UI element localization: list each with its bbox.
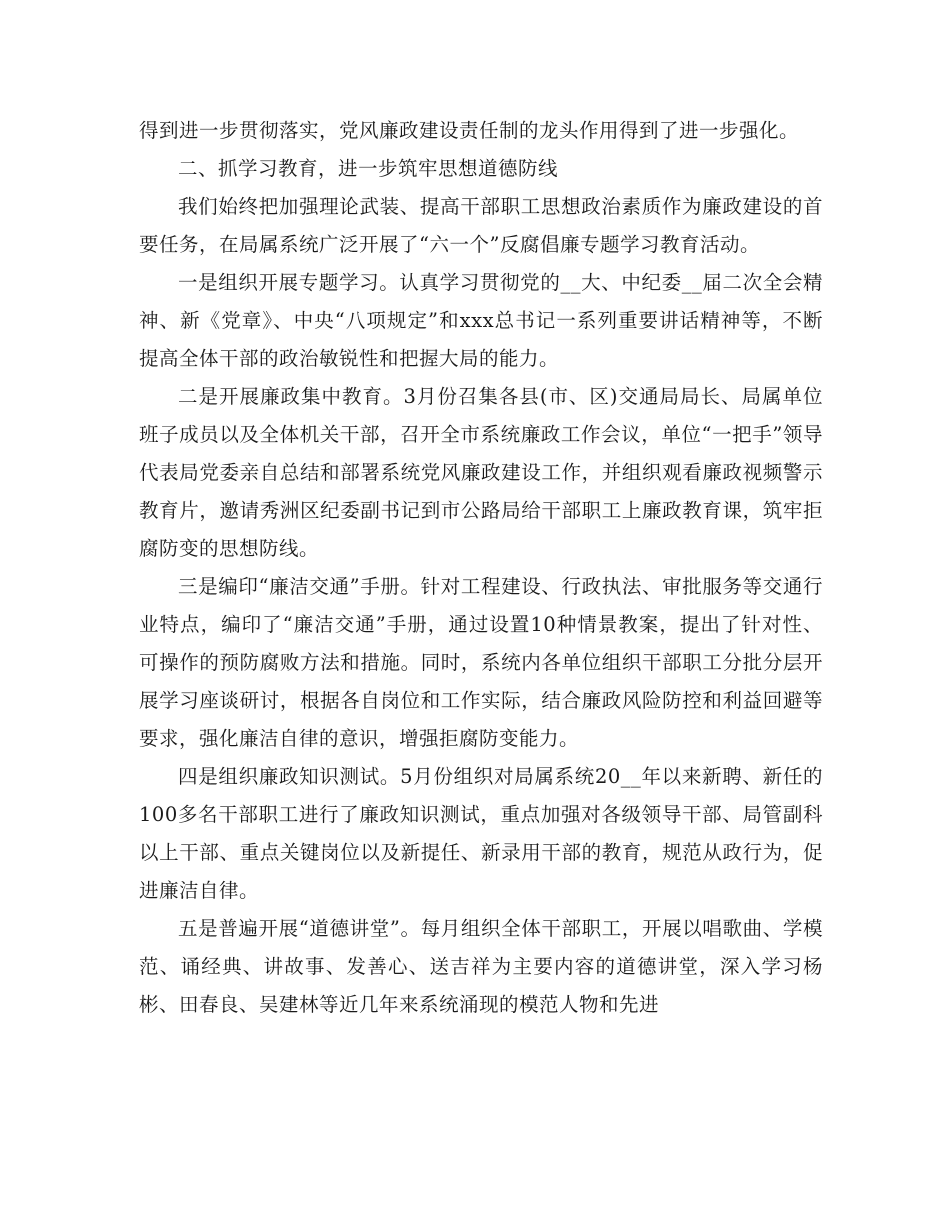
paragraph-item-5: 五是普遍开展“道德讲堂”。每月组织全体干部职工，开展以唱歌曲、学模范、诵经典、讲故事、发善心、送吉祥为主要内容的道德讲堂，深入学习杨彬、田春良、吴建林等近几年来系统涌现的模范人物和先进 xyxy=(139,917,823,1016)
paragraph-item-1: 一是组织开展专题学习。认真学习贯彻党的__大、中纪委__届二次全会精神、新《党章》、中央“八项规定”和xxx总书记一系列重要讲话精神等，不断提高全体干部的政治敏锐性和把握大局的能力。 xyxy=(139,271,823,370)
document-body xyxy=(139,112,823,1024)
paragraph-item-3: 三是编印“廉洁交通”手册。针对工程建设、行政执法、审批服务等交通行业特点，编印了“廉洁交通”手册，通过设置10种情景教案，提出了针对性、可操作的预防腐败方法和措施。同时，系统内各单位组织干部职工分批分层开展学习座谈研讨，根据各自岗位和工作实际，结合廉政风险防控和利益回避等要求，强化廉洁自律的意识，增强拒腐防变能力。 xyxy=(139,575,823,750)
paragraph-item-2: 二是开展廉政集中教育。3月份召集各县(市、区)交通局局长、局属单位班子成员以及全体机关干部，召开全市系统廉政工作会议，单位“一把手”领导代表局党委亲自总结和部署系统党风廉政建设工作，并组织观看廉政视频警示教育片，邀请秀洲区纪委副书记到市公路局给干部职工上廉政教育课，筑牢拒腐防变的思想防线。 xyxy=(139,385,823,560)
section-heading: 二、抓学习教育，进一步筑牢思想道德防线 xyxy=(178,157,559,180)
paragraph-intro: 我们始终把加强理论武装、提高干部职工思想政治素质作为廉政建设的首要任务，在局属系统广泛开展了“六一个”反腐倡廉专题学习教育活动。 xyxy=(139,195,823,256)
paragraph-item-4: 四是组织廉政知识测试。5月份组织对局属系统20__年以来新聘、新任的100多名干部职工进行了廉政知识测试，重点加强对各级领导干部、局管副科以上干部、重点关键岗位以及新提任、新录用干部的教育，规范从政行为，促进廉洁自律。 xyxy=(139,765,823,902)
paragraph-continuation: 得到进一步贯彻落实，党风廉政建设责任制的龙头作用得到了进一步强化。 xyxy=(139,119,800,142)
